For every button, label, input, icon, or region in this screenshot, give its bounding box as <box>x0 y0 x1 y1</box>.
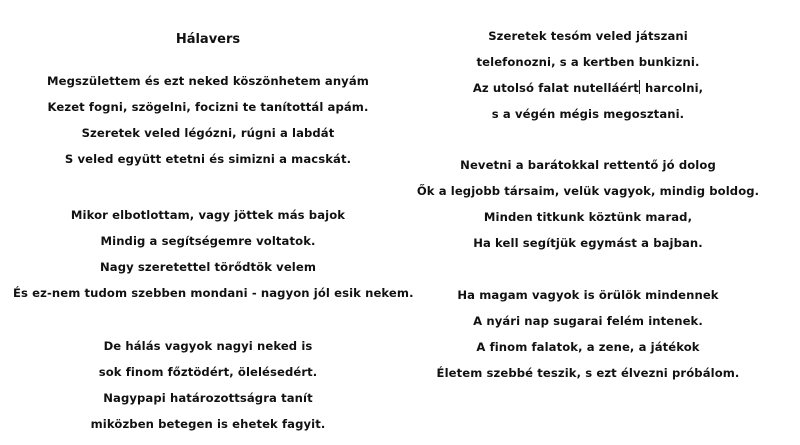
poem-line: Nagypapi határozottságra tanít <box>103 391 313 405</box>
poem-line: S veled együtt etetni és simizni a macskát. <box>64 152 352 166</box>
poem-line: De hálás vagyok nagyi neked is <box>103 339 313 353</box>
poem-line: Nagy szeretettel törődtök velem <box>99 260 317 274</box>
poem-line: Mindig a segítségemre voltatok. <box>100 234 316 248</box>
poem-line: Ők a legjobb társaim, velük vagyok, mindig boldog. <box>416 184 760 198</box>
poem-line-part: harcolni, <box>640 81 704 95</box>
poem-line: Ha magam vagyok is örülök mindennek <box>457 288 719 302</box>
poem-line: Megszülettem és ezt neked köszönhetem anyám <box>47 74 369 88</box>
poem-line: Minden titkunk köztünk marad, <box>483 210 693 224</box>
poem-line: Nevetni a barátokkal rettentő jó dolog <box>460 158 716 172</box>
poem-line: És ez-nem tudom szebben mondani - nagyon jól esik nekem. <box>13 286 414 300</box>
poem-title: Hálavers <box>175 32 241 47</box>
poem-line: Szeretek veled légózni, rúgni a labdát <box>81 126 335 140</box>
poem-line: s a végén mégis megosztani. <box>491 107 685 121</box>
poem-line: A nyári nap sugarai felém intenek. <box>473 314 703 328</box>
poem-line: Mikor elbotlottam, vagy jöttek más bajok <box>70 208 346 222</box>
poem-line: sok finom főztödért, ölelésedért. <box>98 365 318 379</box>
poem-line: Szeretek tesóm veled játszani <box>488 29 688 43</box>
poem-line: Kezet fogni, szögelni, focizni te tanítottál apám. <box>47 100 369 114</box>
poem-line <box>393 80 783 96</box>
poem-line: Ha kell segítjük egymást a bajban. <box>473 236 703 250</box>
poem-line: A finom falatok, a zene, a játékok <box>476 340 700 354</box>
poem-line-part: Az utolsó falat nutelláért <box>472 81 639 95</box>
poem-line: Életem szebbé teszik, s ezt élvezni próbálom. <box>436 366 740 380</box>
poem-line: miközben betegen is ehetek fagyit. <box>90 417 326 431</box>
poem-line: telefonozni, s a kertben bunkizni. <box>476 55 700 69</box>
